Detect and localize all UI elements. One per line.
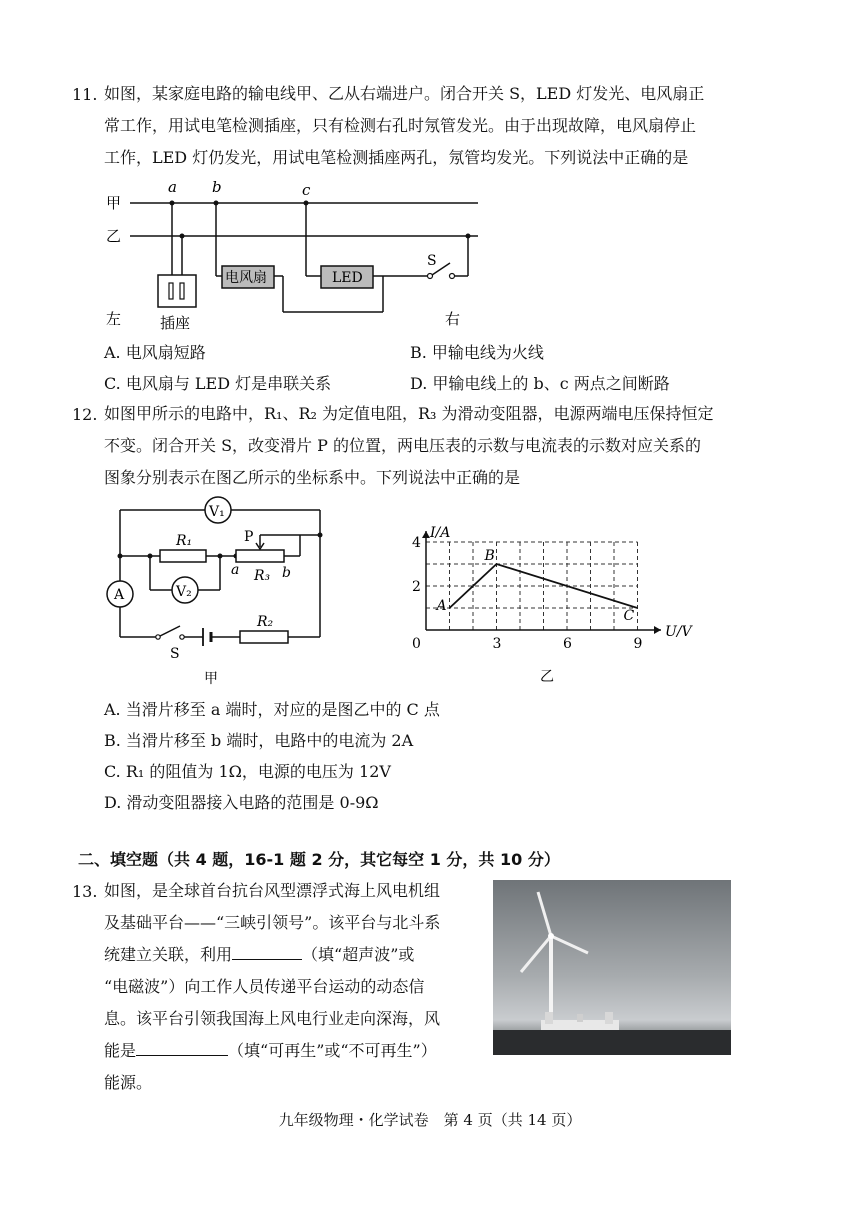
q11-option-c: C. 电风扇与 LED 灯是串联关系 xyxy=(104,374,332,393)
q11-line-2: 常工作，用试电笔检测插座，只有检测右孔时氖管发光。由于出现故障，电风扇停止 xyxy=(104,116,697,135)
y-tick-label: 4 xyxy=(412,535,421,551)
x-tick-label: 0 xyxy=(412,636,421,652)
q12-option-c: C. R₁ 的阻值为 1Ω，电源的电压为 12V xyxy=(104,762,391,781)
wind-turbine-photo xyxy=(493,880,731,1055)
v1-label: V₁ xyxy=(209,504,225,520)
v2-label: V₂ xyxy=(176,584,192,600)
q11-line-3: 工作，LED 灯仍发光，用试电笔检测插座两孔，氖管均发光。下列说法中正确的是 xyxy=(104,148,689,167)
q12-option-a: A. 当滑片移至 a 端时，对应的是图乙中的 C 点 xyxy=(104,700,440,719)
point-label-c: C xyxy=(623,608,635,624)
y-tick-label: 2 xyxy=(412,579,421,595)
q13-line-3: 统建立关联，利用 （填“超声波”或 xyxy=(104,940,414,970)
end-a-label: a xyxy=(231,562,240,578)
x-tick-label: 9 xyxy=(633,636,643,652)
q12-number: 12. xyxy=(72,405,98,424)
led-label: LED xyxy=(332,270,363,286)
wire-yi-label: 乙 xyxy=(106,227,122,245)
socket-icon xyxy=(158,275,196,307)
q12-line-2: 不变。闭合开关 S，改变滑片 P 的位置，两电压表的示数与电流表的示数对应关系的 xyxy=(104,436,701,455)
graph-grid xyxy=(426,542,638,630)
q12-line-1: 如图甲所示的电路中，R₁、R₂ 为定值电阻，R₃ 为滑动变阻器，电源两端电压保持恒定 xyxy=(104,404,714,423)
page-footer: 九年级物理・化学试卷 第 4 页（共 14 页） xyxy=(278,1111,582,1129)
q13-line-6: 能是 （填“可再生”或“不可再生”） xyxy=(104,1036,437,1066)
q13-line-1: 如图，是全球首台抗台风型漂浮式海上风电机组 xyxy=(104,881,441,900)
q12-option-b: B. 当滑片移至 b 端时，电路中的电流为 2A xyxy=(104,731,414,750)
switch-s-label: S xyxy=(427,253,437,269)
r2-label: R₂ xyxy=(257,614,274,630)
wire-jia-label: 甲 xyxy=(106,194,122,212)
end-b-label: b xyxy=(282,565,291,581)
caption-yi: 乙 xyxy=(540,669,554,685)
x-tick-label: 3 xyxy=(492,636,502,652)
point-b-label: b xyxy=(212,178,222,196)
fan-label: 电风扇 xyxy=(225,270,267,286)
right-label: 右 xyxy=(445,310,461,328)
point-label-a: A xyxy=(436,598,447,614)
q12-line-3: 图象分别表示在图乙所示的坐标系中。下列说法中正确的是 xyxy=(104,468,521,487)
q11-line-1: 如图，某家庭电路的输电线甲、乙从右端进户。闭合开关 S，LED 灯发光、电风扇正 xyxy=(104,84,705,103)
q11-option-a: A. 电风扇短路 xyxy=(104,343,206,362)
blank-1[interactable] xyxy=(232,941,302,960)
x-tick-label: 6 xyxy=(563,636,572,652)
q11-household-circuit-diagram xyxy=(100,175,500,340)
ammeter-label: A xyxy=(114,587,125,603)
blank-2[interactable] xyxy=(136,1037,228,1056)
q12-option-d: D. 滑动变阻器接入电路的范围是 0-9Ω xyxy=(104,793,379,812)
q11-option-d: D. 甲输电线上的 b、c 两点之间断路 xyxy=(410,374,670,393)
q12-iu-graph-yi xyxy=(400,505,700,690)
q13-line-2: 及基础平台——“三峡引领号”。该平台与北斗系 xyxy=(104,913,441,932)
q11-number: 11. xyxy=(72,85,98,104)
y-axis-label: I/A xyxy=(430,525,451,541)
q13-line-5: 息。该平台引领我国海上风电行业走向深海，风 xyxy=(104,1009,441,1028)
q12-circuit-diagram-jia xyxy=(100,495,340,690)
point-a-label: a xyxy=(168,178,177,196)
q13-line-7: 能源。 xyxy=(104,1073,153,1092)
x-axis-arrow xyxy=(654,626,661,634)
socket-label: 插座 xyxy=(160,314,191,332)
graph-axes xyxy=(412,525,694,652)
q13-line-4: “电磁波”）向工作人员传递平台运动的动态信 xyxy=(104,977,425,996)
q11-option-b: B. 甲输电线为火线 xyxy=(410,343,544,362)
switch-s-label-q12: S xyxy=(170,646,180,662)
left-label: 左 xyxy=(106,310,122,328)
r3-label: R₃ xyxy=(254,568,271,584)
q13-number: 13. xyxy=(72,882,98,901)
section-2-title: 二、填空题（共 4 题，16-1 题 2 分，其它每空 1 分，共 10 分） xyxy=(78,850,560,869)
slider-p-label: P xyxy=(244,529,254,545)
r1-label: R₁ xyxy=(176,533,193,549)
y-axis-arrow xyxy=(422,531,430,538)
point-label-b: B xyxy=(484,548,495,564)
point-c-label: c xyxy=(302,181,311,199)
caption-jia: 甲 xyxy=(204,671,218,687)
x-axis-label: U/V xyxy=(665,624,692,640)
